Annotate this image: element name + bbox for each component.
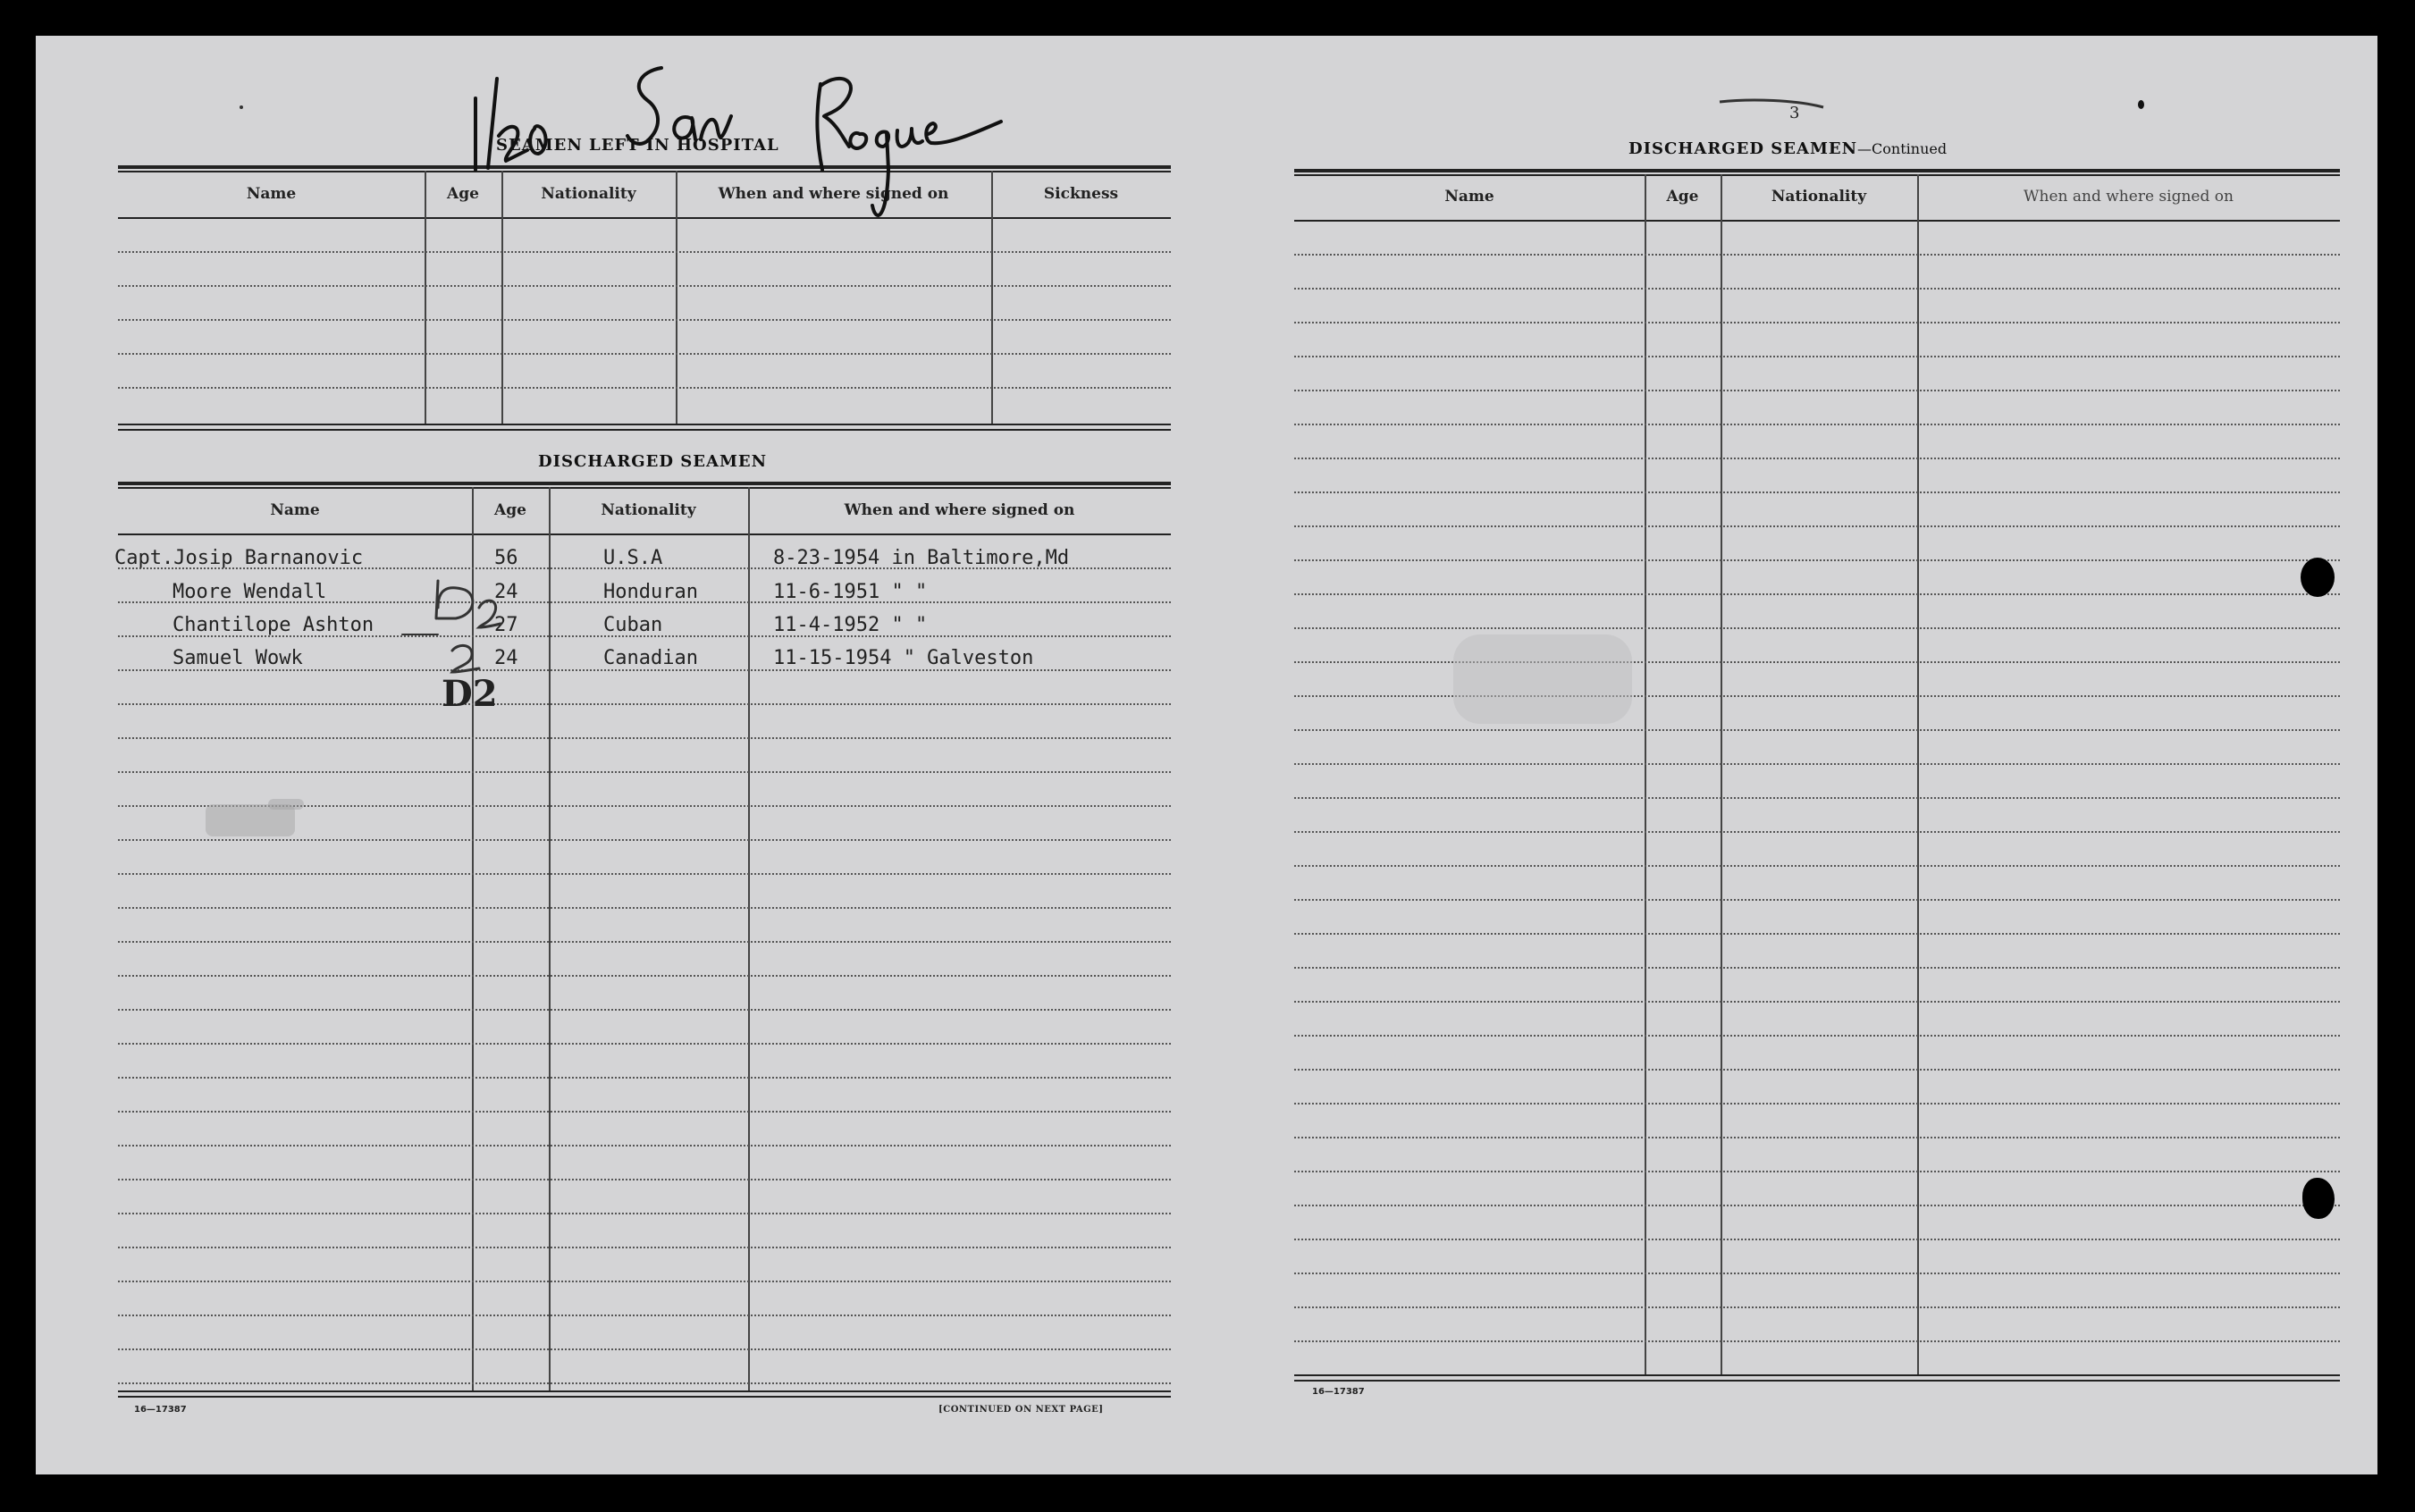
- hospital-header-signed: When and where signed on: [718, 185, 949, 203]
- smudge: [1453, 634, 1632, 724]
- right-row-line: [1294, 797, 2340, 799]
- seaman-name: Moore Wendall: [172, 581, 327, 603]
- seaman-signed-on: 11-4-1952 " ": [773, 614, 928, 636]
- smudge: [268, 799, 304, 810]
- right-row-line: [1294, 695, 2340, 697]
- discharged-row-line: [118, 1043, 1171, 1045]
- right-table-bottom: [1294, 1374, 2340, 1376]
- seaman-name: Chantilope Ashton: [172, 614, 374, 636]
- continued-note: [CONTINUED ON NEXT PAGE]: [938, 1405, 1104, 1415]
- seaman-age: 24: [494, 581, 518, 603]
- seaman-nationality: Canadian: [603, 647, 698, 669]
- right-row-line: [1294, 1001, 2340, 1003]
- discharged-header-nationality: Nationality: [601, 501, 696, 519]
- right-row-line: [1294, 1340, 2340, 1342]
- right-header-nationality: Nationality: [1771, 188, 1867, 206]
- right-col-sep: [1645, 174, 1646, 1374]
- hospital-col-sep: [425, 171, 426, 424]
- seaman-name: Capt.Josip Barnanovic: [114, 547, 364, 569]
- right-row-line: [1294, 322, 2340, 323]
- hospital-row-line: [118, 387, 1171, 389]
- handwritten-annotation: [429, 36, 1037, 241]
- seaman-age: 27: [494, 614, 518, 636]
- hospital-row-line: [118, 319, 1171, 321]
- discharged-row-line: [118, 1382, 1171, 1384]
- discharged-row-line: [118, 907, 1171, 909]
- right-header-signed: When and where signed on: [2024, 188, 2234, 206]
- right-row-line: [1294, 254, 2340, 256]
- discharged-row-line: [118, 1009, 1171, 1011]
- discharged-col-sep: [549, 487, 551, 1390]
- hospital-row-line: [118, 285, 1171, 287]
- discharged-section-title: DISCHARGED SEAMEN: [538, 452, 768, 471]
- seaman-nationality: Cuban: [603, 614, 663, 636]
- right-table-top: [1294, 169, 2340, 172]
- right-row-line: [1294, 1103, 2340, 1105]
- form-number: 16—17387: [134, 1405, 187, 1415]
- discharged-header-bottom: [118, 533, 1171, 535]
- right-row-line: [1294, 831, 2340, 833]
- discharged-table-bottom: [118, 1390, 1171, 1392]
- right-col-sep: [1721, 174, 1722, 1374]
- right-row-line: [1294, 288, 2340, 290]
- margin-mark: [393, 572, 518, 724]
- right-row-line: [1294, 661, 2340, 663]
- discharged-row-line: [118, 1247, 1171, 1248]
- right-row-line: [1294, 1205, 2340, 1206]
- discharged-row-line: [118, 839, 1171, 841]
- hospital-table-bottom: [118, 424, 1171, 425]
- hospital-header-sickness: Sickness: [1043, 185, 1119, 203]
- right-row-line: [1294, 559, 2340, 561]
- discharged-header-age: Age: [494, 501, 526, 519]
- discharged-col-sep: [748, 487, 750, 1390]
- discharged-row-line: [118, 1145, 1171, 1147]
- hospital-header-nationality: Nationality: [541, 185, 636, 203]
- seaman-signed-on: 11-6-1951 " ": [773, 581, 928, 603]
- seaman-nationality: Honduran: [603, 581, 698, 603]
- ink-dot: [240, 105, 243, 109]
- right-row-line: [1294, 1273, 2340, 1274]
- discharged-row-line: [118, 1348, 1171, 1350]
- discharged-header-signed: When and where signed on: [844, 501, 1075, 519]
- discharged-row-line: [118, 1077, 1171, 1079]
- hospital-section-title: SEAMEN LEFT IN HOSPITAL: [496, 136, 779, 155]
- right-row-line: [1294, 356, 2340, 357]
- right-row-line: [1294, 390, 2340, 391]
- discharged-row-line: [118, 669, 1171, 671]
- discharged-row-line: [118, 771, 1171, 773]
- discharged-row-line: [118, 1213, 1171, 1214]
- discharged-table-bottom2: [118, 1396, 1171, 1398]
- hospital-header-name: Name: [246, 185, 297, 203]
- discharged-row-line: [118, 1111, 1171, 1113]
- right-table-bottom2: [1294, 1380, 2340, 1382]
- ink-dot: [2138, 100, 2144, 109]
- punch-hole: [2301, 558, 2335, 597]
- seaman-name: Samuel Wowk: [172, 647, 303, 669]
- right-header-bottom: [1294, 220, 2340, 222]
- right-row-line: [1294, 1137, 2340, 1138]
- seaman-age: 24: [494, 647, 518, 669]
- discharged-row-line: [118, 1315, 1171, 1316]
- right-row-line: [1294, 933, 2340, 935]
- document-sheet: [36, 36, 2377, 1474]
- right-row-line: [1294, 627, 2340, 629]
- seaman-age: 56: [494, 547, 518, 569]
- right-row-line: [1294, 1035, 2340, 1037]
- right-header-name: Name: [1444, 188, 1494, 206]
- right-row-line: [1294, 865, 2340, 867]
- seaman-signed-on: 11-15-1954 " Galveston: [773, 647, 1034, 669]
- right-section-title: DISCHARGED SEAMEN—Continued: [1628, 139, 1948, 158]
- discharged-header-name: Name: [270, 501, 320, 519]
- right-row-line: [1294, 525, 2340, 527]
- right-row-line: [1294, 1171, 2340, 1172]
- punch-hole: [2302, 1178, 2335, 1219]
- discharged-row-line: [118, 975, 1171, 977]
- discharged-row-line: [118, 941, 1171, 943]
- right-table-top2: [1294, 174, 2340, 176]
- discharged-table-top: [118, 482, 1171, 485]
- right-row-line: [1294, 763, 2340, 765]
- discharged-table-top2: [118, 487, 1171, 489]
- right-row-line: [1294, 593, 2340, 595]
- hospital-row-line: [118, 251, 1171, 253]
- discharged-row-line: [118, 737, 1171, 739]
- seaman-signed-on: 8-23-1954 in Baltimore,Md: [773, 547, 1070, 569]
- page-number: 3: [1789, 104, 1800, 122]
- discharged-row-line: [118, 703, 1171, 705]
- right-row-line: [1294, 458, 2340, 459]
- discharged-row-line: [118, 873, 1171, 875]
- right-row-line: [1294, 424, 2340, 425]
- right-row-line: [1294, 729, 2340, 731]
- hospital-table-bottom2: [118, 429, 1171, 431]
- right-row-line: [1294, 1239, 2340, 1240]
- form-number: 16—17387: [1312, 1387, 1365, 1397]
- right-row-line: [1294, 1306, 2340, 1308]
- right-row-line: [1294, 491, 2340, 493]
- seaman-nationality: U.S.A: [603, 547, 663, 569]
- right-col-sep: [1917, 174, 1919, 1374]
- right-header-age: Age: [1666, 188, 1699, 206]
- svg-text:D2: D2: [442, 673, 498, 715]
- hospital-row-line: [118, 353, 1171, 355]
- pen-stroke: [1716, 93, 1832, 120]
- right-row-line: [1294, 967, 2340, 969]
- discharged-row-line: [118, 1179, 1171, 1180]
- hospital-header-age: Age: [447, 185, 479, 203]
- right-row-line: [1294, 1069, 2340, 1071]
- right-row-line: [1294, 899, 2340, 901]
- discharged-row-line: [118, 1281, 1171, 1282]
